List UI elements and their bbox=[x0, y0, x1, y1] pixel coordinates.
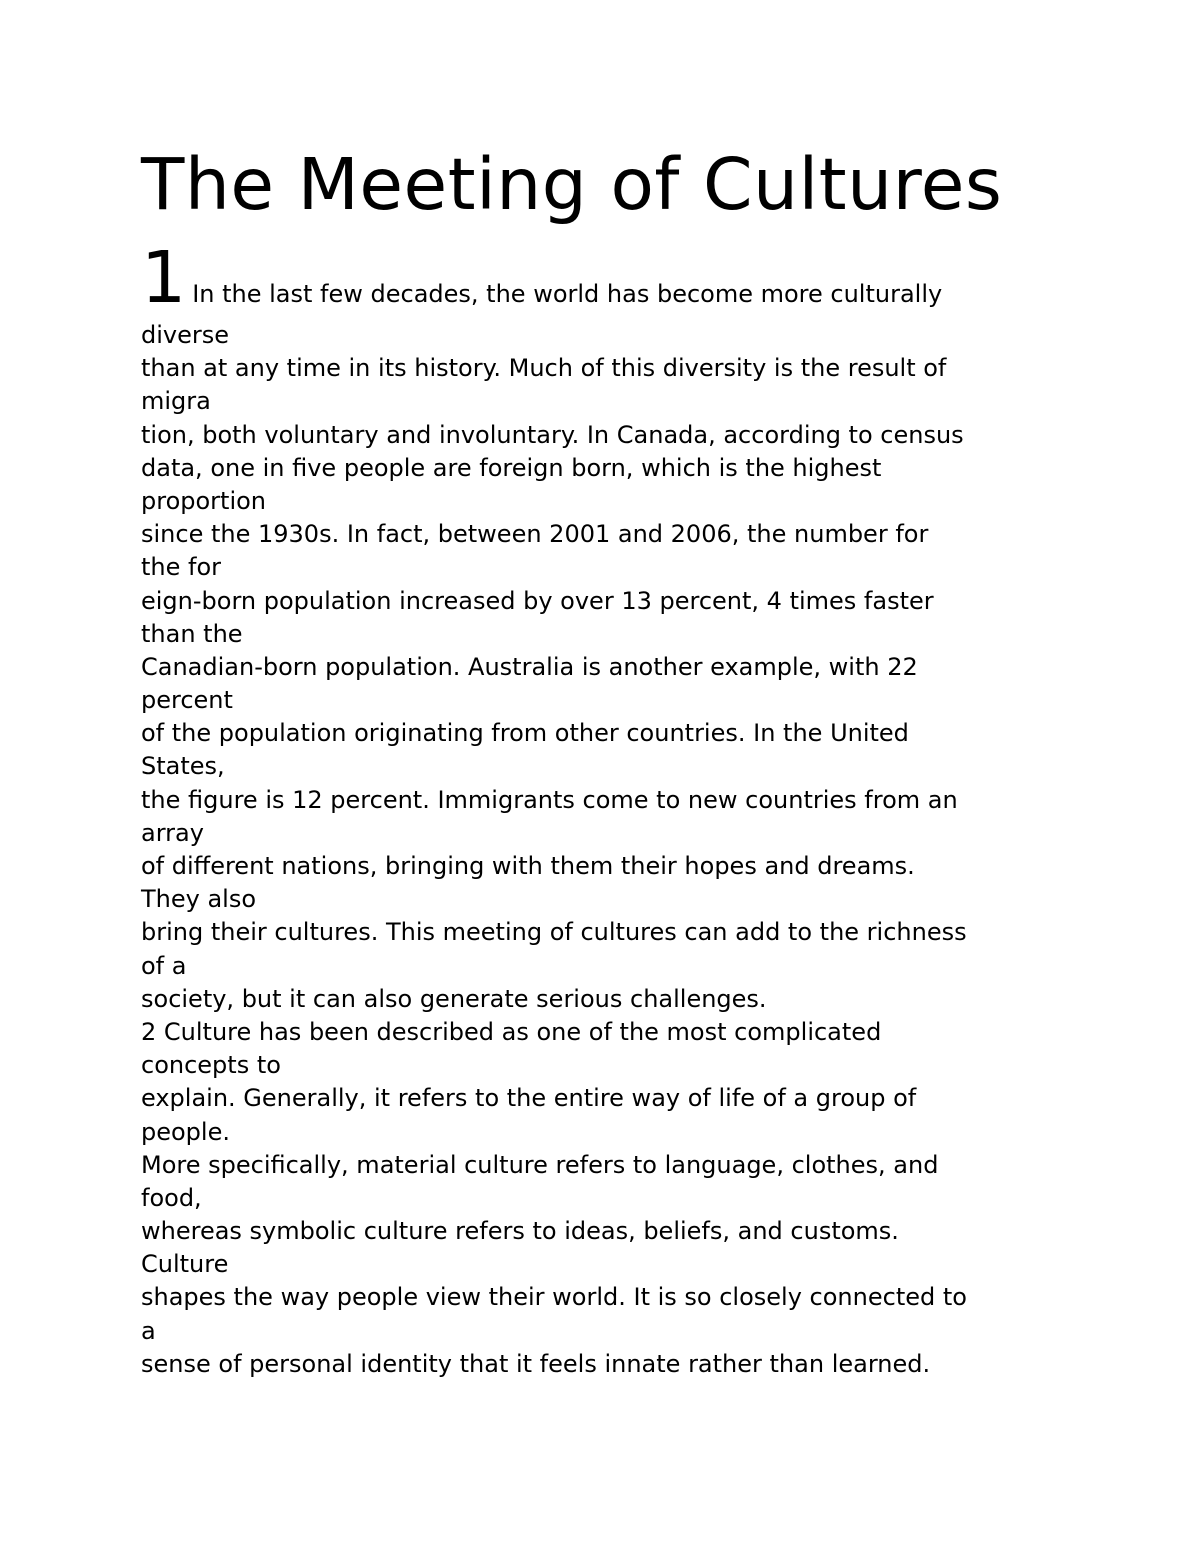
text-line: data, one in five people are foreign born, which is the highest bbox=[141, 453, 882, 482]
paragraph-number: 1 bbox=[141, 236, 187, 319]
document-title: The Meeting of Cultures bbox=[141, 143, 1003, 226]
text-line: shapes the way people view their world. It is so closely connected to bbox=[141, 1283, 967, 1312]
text-line: society, but it can also generate serious challenges. bbox=[141, 984, 767, 1013]
text-line: migra bbox=[141, 387, 211, 416]
text-line: of a bbox=[141, 951, 187, 980]
text-line: States, bbox=[141, 752, 225, 781]
text-line: than the bbox=[141, 619, 243, 648]
text-line: of different nations, bringing with them their hopes and dreams. bbox=[141, 852, 915, 880]
text-line: proportion bbox=[141, 486, 267, 515]
text-line: whereas symbolic culture refers to ideas, beliefs, and customs. bbox=[141, 1217, 899, 1246]
text-line: diverse bbox=[141, 321, 230, 349]
text-line: people. bbox=[141, 1117, 230, 1146]
text-line: percent bbox=[141, 686, 233, 715]
text-line: tion, both voluntary and involuntary. In Canada, according to census bbox=[141, 420, 964, 449]
text-line: They also bbox=[141, 885, 257, 914]
text-line: sense of personal identity that it feels innate rather than learned. bbox=[141, 1349, 931, 1378]
text-line: the figure is 12 percent. Immigrants come to new countries from an bbox=[141, 785, 958, 814]
text-line: of the population originating from other countries. In the United bbox=[141, 719, 909, 748]
paragraph-1-opening-text: In the last few decades, the world has become more culturally bbox=[192, 280, 943, 308]
text-line: bring their cultures. This meeting of cultures can add to the richness bbox=[141, 918, 967, 947]
text-line: the for bbox=[141, 553, 222, 582]
text-line: array bbox=[141, 818, 204, 847]
text-line: Canadian-born population. Australia is another example, with 22 bbox=[141, 652, 918, 681]
text-line: since the 1930s. In fact, between 2001 and 2006, the number for bbox=[141, 520, 929, 549]
text-line: Culture bbox=[141, 1250, 229, 1279]
text-line: food, bbox=[141, 1183, 202, 1212]
text-line: a bbox=[141, 1316, 156, 1345]
paragraph-1-first-line bbox=[141, 236, 943, 319]
text-line: eign-born population increased by over 13 percent, 4 times faster bbox=[141, 586, 934, 615]
text-line: More specifically, material culture refers to language, clothes, and bbox=[141, 1150, 939, 1179]
text-line: concepts to bbox=[141, 1051, 281, 1080]
text-line: than at any time in its history. Much of this diversity is the result of bbox=[141, 354, 947, 383]
body-text bbox=[141, 319, 1101, 1381]
text-line: 2 Culture has been described as one of the most complicated bbox=[141, 1017, 882, 1046]
text-line: explain. Generally, it refers to the entire way of life of a group of bbox=[141, 1084, 917, 1113]
